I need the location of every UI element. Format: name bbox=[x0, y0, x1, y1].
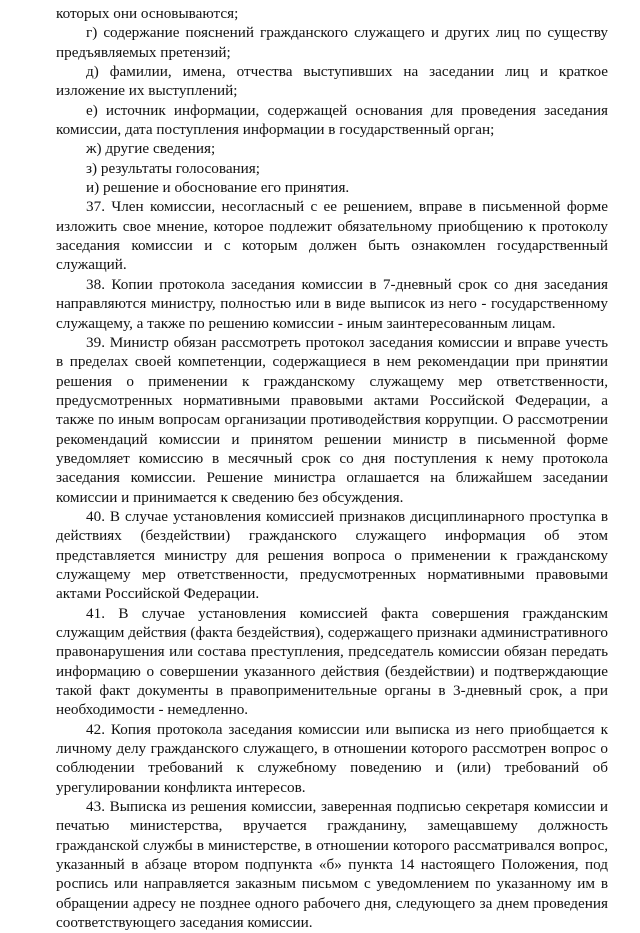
paragraph-continuation: которых они основываются; bbox=[56, 5, 239, 22]
clause-40: 40. В случае установления комиссией признаков дисциплинарного проступка в действиях (бездействии) гражданского служащего информация об этом представляется министру для решения вопроса о применении к гражданскому служащему мер ответственности, предусмотренных нормативными правовыми актами Российской Федерации. bbox=[56, 507, 608, 603]
clause-42: 42. Копия протокола заседания комиссии или выписка из него приобщается к личному делу гражданского служащего, в отношении которого рассмотрен вопрос о соблюдении требований к служебному поведению и (или) требований об урегулировании конфликта интересов. bbox=[56, 720, 608, 796]
list-item-zh: ж) другие сведения; bbox=[86, 140, 216, 158]
list-item-e: е) источник информации, содержащей основания для проведения заседания комиссии, дата поступления информации в государственный орган; bbox=[56, 101, 608, 139]
list-item-g: г) содержание пояснений гражданского служащего и других лиц по существу предъявляемых претензий; bbox=[56, 24, 608, 61]
clause-39: 39. Министр обязан рассмотреть протокол заседания комиссии и вправе учесть в пределах своей компетенции, содержащиеся в нем рекомендации при принятии решения о применении к гражданскому служащему мер ответственности, предусмотренных нормативными правовыми актами Российской Федерации, а также по иным вопросам организации противодействия коррупции. О рассмотрении рекомендаций комиссии и принятом решении министр в письменной форме уведомляет комиссию в месячный срок со дня поступления к нему протокола заседания комиссии. Решение министра оглашается на ближайшем заседании комиссии и принимается к сведению без обсуждения. bbox=[56, 333, 608, 506]
list-item-i: и) решение и обоснование его принятия. bbox=[86, 179, 350, 197]
list-item-d: д) фамилии, имена, отчества выступивших на заседании лиц и краткое изложение их выступлений; bbox=[56, 63, 608, 100]
clause-38: 38. Копии протокола заседания комиссии в 7-дневный срок со дня заседания направляются министру, полностью или в виде выписок из него - государственному служащему, а также по решению комиссии - иным заинтересованным лицам. bbox=[56, 275, 608, 332]
clause-41: 41. В случае установления комиссией факта совершения гражданским служащим действия (факта бездействия), содержащего признаки административного правонарушения или состава преступления, председатель комиссии обязан передать информацию о совершении указанного действия (бездействии) и подтверждающие такой факт документы в правоприменительные органы в 3-дневный срок, а при необходимости - немедленно. bbox=[56, 604, 608, 719]
list-item-z: з) результаты голосования; bbox=[86, 159, 261, 177]
document-page bbox=[56, 4, 608, 933]
clause-37: 37. Член комиссии, несогласный с ее решением, вправе в письменной форме изложить свое мнение, которое подлежит обязательному приобщению к протоколу заседания комиссии и с которым должен быть ознакомлен государственный служащий. bbox=[56, 198, 608, 274]
clause-43: 43. Выписка из решения комиссии, заверенная подписью секретаря комиссии и печатью министерства, вручается гражданину, замещавшему должность гражданской службы в министерстве, в отношении которого рассматривался вопрос, указанный в абзаце втором подпункта «б» пункта 14 настоящего Положения, под роспись или направляется заказным письмом с уведомлением по указанному им в обращении адресу не позднее одного рабочего дня, следующего за днем проведения соответствующего заседания комиссии. bbox=[56, 798, 608, 932]
